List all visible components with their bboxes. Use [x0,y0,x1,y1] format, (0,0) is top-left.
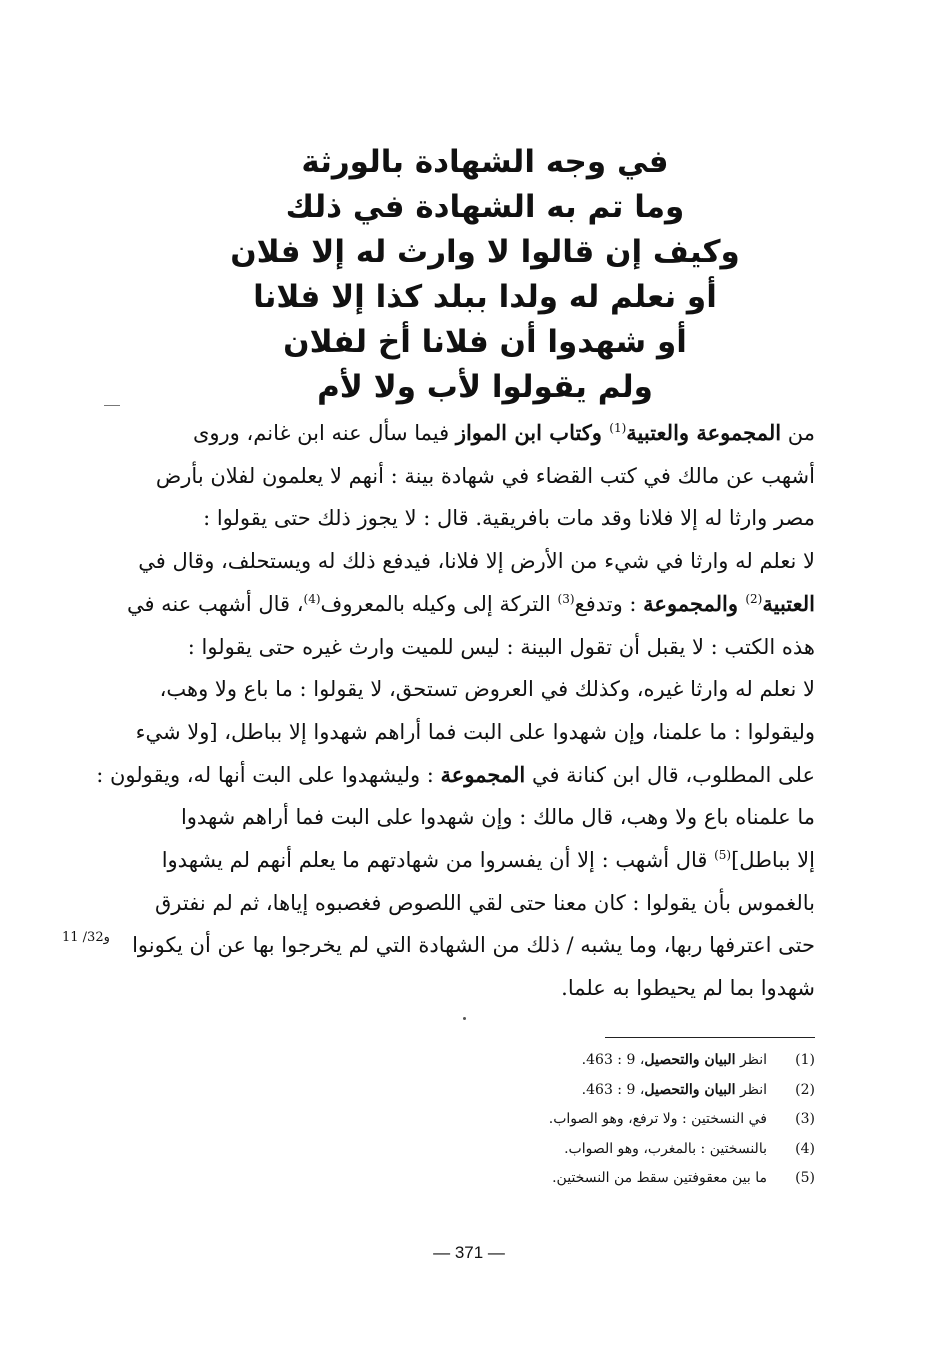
footnote-text: ما بين معقوفتين سقط من النسختين. [552,1170,767,1186]
text-line: إلا بباطل]$^{(5)}$ قال أشهب : إلا أن يفسروا من شهادتهم ما يعلم أنهم لم يشهدوا [161,848,815,873]
footnote-ref: (1) [609,421,627,435]
footnote-ref: (3) [557,591,575,606]
text-line: بالغموس بأن يقولوا : كان معنا حتى لقي اللصوص فغصبوه إياها، ثم لم نفترق [154,890,815,915]
text-line: مصر وارثا له إلا فلانا وقد مات بافريقية. قال : لا يجوز ذلك حتى يقولوا : [203,506,815,531]
text-line: العتبية$^{(2)}$ والمجموعة : وتدفع$^{(3)}$ التركة إلى وكيله بالمعروف$^{(4)}$، قال أشهب عنه في [126,590,815,616]
text-line: وليقولوا : ما علمنا، وإن شهدوا على البت فما أراهم شهدوا إلا بباطل، [ولا شيء [135,719,815,744]
footnote-item [400,1105,815,1135]
text-line: أشهب عن مالك في كتب القضاء في شهادة بينة : أنهم لا يعلمون لفلان بأرض [155,463,815,488]
source-title: العتبية [762,590,815,616]
text-line: لا نعلم له وارثا في شيء من الأرض إلا فلانا، فيدفع ذلك له ويستحلف، وقال في [138,549,815,574]
heading-line: أو نعلم له ولدا ببلد كذا إلا فلانا [253,279,717,315]
manuscript-folio-note: 11 /32و [62,930,110,945]
footnote-item [400,1135,815,1165]
heading-line: وما تم به الشهادة في ذلك [285,189,685,225]
chapter-heading [150,140,820,410]
footnote-ref: (5) [714,848,732,863]
heading-line: وكيف إن قالوا لا وارث له إلا فلان [230,234,740,270]
source-title: المجموعة [440,761,526,787]
footnote-number: (5) [795,1170,815,1186]
footnote-item [400,1076,815,1106]
footnote-text: انظر البيان والتحصيل، 9 : 463. [581,1052,767,1068]
footnote-ref: (2) [745,591,763,606]
footnote-ref: (4) [303,591,321,606]
source-title: المجموعة والعتبية [626,420,782,445]
footnote-number: (4) [795,1140,815,1157]
footnote-text: في النسختين : ولا ترفع، وهو الصواب. [548,1111,767,1127]
footnote-text: بالنسختين : بالمغرب، وهو الصواب. [564,1140,767,1157]
footnote-divider [605,1037,815,1038]
text-line: هذه الكتب : لا يقبل أن تقول البينة : ليس للميت وارث غيره حتى يقولوا : [187,634,815,659]
text-line: ما علمناه باع ولا وهب، قال مالك : وإن شهدوا على البت فما أراهم شهدوا [180,805,815,830]
text-line: حتى اعترفها ربها، وما يشبه / ذلك من الشهادة التي لم يخرجوا بها عن أن يكونوا [132,933,815,958]
text-line: من المجموعة والعتبية$^{(1)}$ وكتاب ابن المواز فيما سأل عنه ابن غانم، وروى [192,420,815,445]
source-title: والمجموعة [643,590,746,616]
heading-line: في وجه الشهادة بالورثة [301,144,669,180]
text-line: شهدوا بما لم يحيطوا به علما. [561,976,815,1001]
body-paragraph [96,412,815,1010]
footnotes [400,1046,815,1194]
heading-line: أو شهدوا أن فلانا أخ لفلان [283,324,687,360]
margin-tick [104,405,120,406]
heading-line: ولم يقولوا لأب ولا لأم [317,369,653,405]
stray-dot [463,1017,466,1020]
text-line: لا نعلم له وارثا غيره، وكذلك في العروض تستحق، لا يقولوا : ما باع ولا وهب، [159,677,815,702]
footnote-item [400,1164,815,1194]
footnote-number: (1) [795,1052,815,1068]
text-line: على المطلوب، قال ابن كنانة في المجموعة : وليشهدوا على البت أنها له، ويقولون : [96,761,815,787]
footnote-item [400,1046,815,1076]
source-title: وكتاب ابن المواز [455,420,610,445]
footnote-number: (3) [795,1111,815,1127]
page-number: — 371 — [433,1243,505,1262]
footnote-number: (2) [795,1081,815,1098]
footnote-text: انظر البيان والتحصيل، 9 : 463. [581,1081,767,1098]
